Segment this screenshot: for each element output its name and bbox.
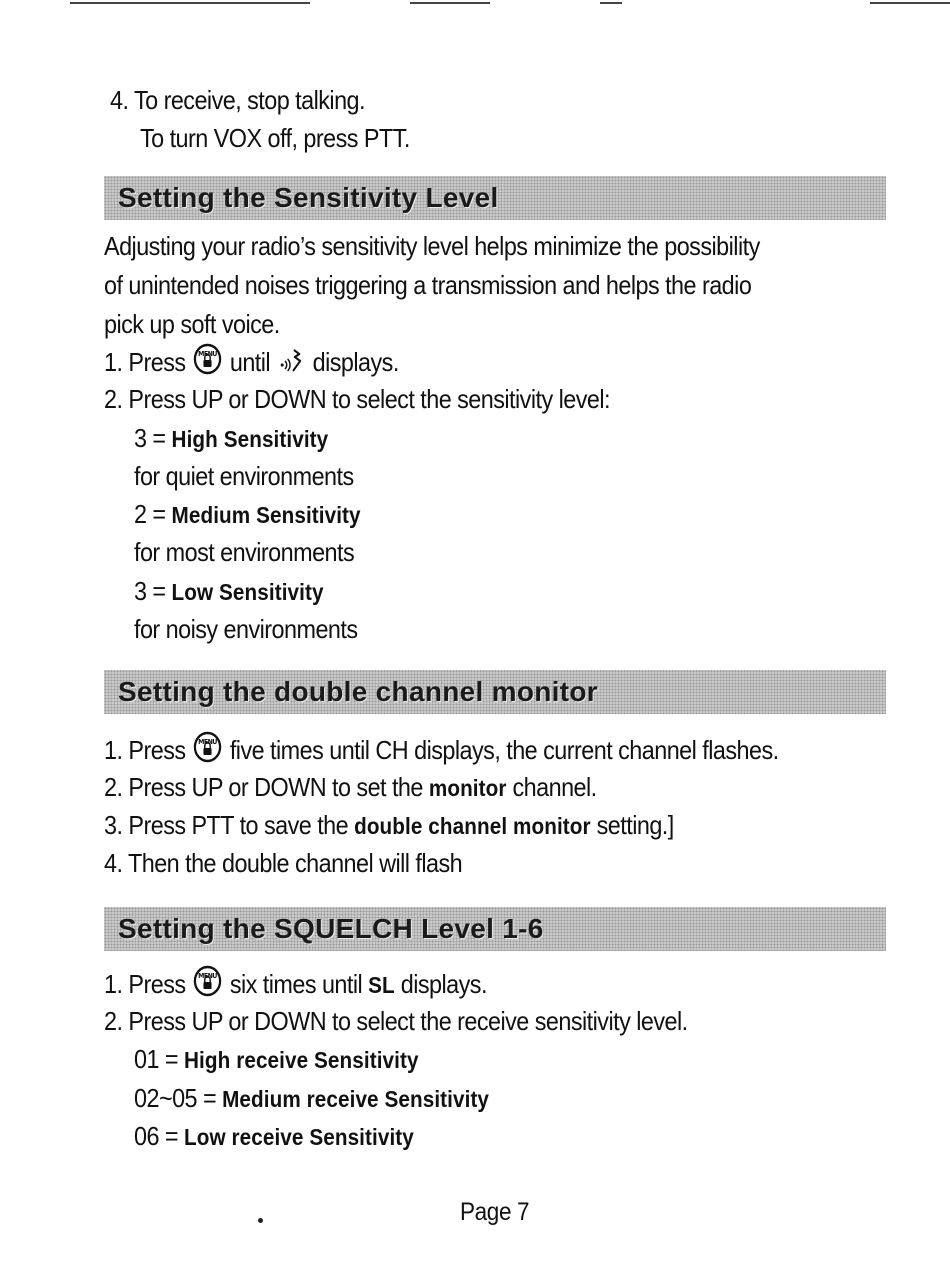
double-monitor-step-4: 4. Then the double channel will flash — [104, 848, 463, 878]
squelch-step-2: 2. Press UP or DOWN to select the receive sensitivity level. — [104, 1006, 688, 1036]
section-heading-sensitivity: Setting the Sensitivity Level — [104, 176, 886, 220]
scan-artifact-line — [600, 2, 622, 4]
svg-text:MENU: MENU — [198, 737, 218, 747]
double-monitor-step-2: 2. Press UP or DOWN to set the monitor channel. — [104, 772, 597, 802]
sensitivity-intro-line-1: Adjusting your radio’s sensitivity level helps minimize the possibility — [104, 231, 760, 261]
svg-text:MENU: MENU — [198, 349, 218, 359]
sensitivity-step-2: 2. Press UP or DOWN to select the sensitivity level: — [104, 384, 610, 414]
squelch-level-low: 06 = Low receive Sensitivity — [134, 1121, 414, 1151]
sensitivity-level-low-desc: for noisy environments — [134, 614, 358, 644]
sensitivity-level-medium: 2 = Medium Sensitivity — [134, 499, 361, 529]
sensitivity-intro-line-3: pick up soft voice. — [104, 309, 280, 339]
squelch-level-high: 01 = High receive Sensitivity — [134, 1044, 419, 1074]
svg-text:MENU: MENU — [198, 971, 218, 981]
scan-artifact-line — [70, 2, 310, 4]
sensitivity-level-high-desc: for quiet environments — [134, 461, 354, 491]
squelch-step-1: 1. Press MENU six times until SL displays. — [104, 965, 487, 1003]
scan-artifact-line — [870, 2, 950, 4]
vox-icon — [280, 346, 303, 374]
vox-step-4-sub: To turn VOX off, press PTT. — [140, 123, 410, 153]
menu-lock-button-icon — [193, 731, 222, 763]
sensitivity-level-high: 3 = High Sensitivity — [134, 423, 329, 453]
vox-step-4: 4. To receive, stop talking. — [110, 85, 366, 115]
menu-lock-button-icon — [193, 965, 222, 997]
sensitivity-intro-line-2: of unintended noises triggering a transmission and helps the radio — [104, 270, 752, 300]
scan-artifact-dot — [258, 1218, 263, 1223]
sensitivity-step-1: 1. Press MENU until displays. — [104, 343, 399, 380]
scan-artifact-line — [410, 2, 490, 4]
sensitivity-level-low: 3 = Low Sensitivity — [134, 576, 324, 606]
double-monitor-step-1: 1. Press MENU five times until CH displays, the current channel flashes. — [104, 731, 779, 768]
section-heading-squelch: Setting the SQUELCH Level 1-6 — [104, 907, 886, 951]
sensitivity-level-medium-desc: for most environments — [134, 537, 355, 567]
page-number: Page 7 — [460, 1198, 530, 1226]
double-monitor-step-3: 3. Press PTT to save the double channel monitor setting.] — [104, 810, 674, 840]
squelch-level-medium: 02~05 = Medium receive Sensitivity — [134, 1083, 490, 1113]
menu-lock-button-icon — [193, 343, 222, 375]
section-heading-double-monitor: Setting the double channel monitor — [104, 670, 886, 714]
